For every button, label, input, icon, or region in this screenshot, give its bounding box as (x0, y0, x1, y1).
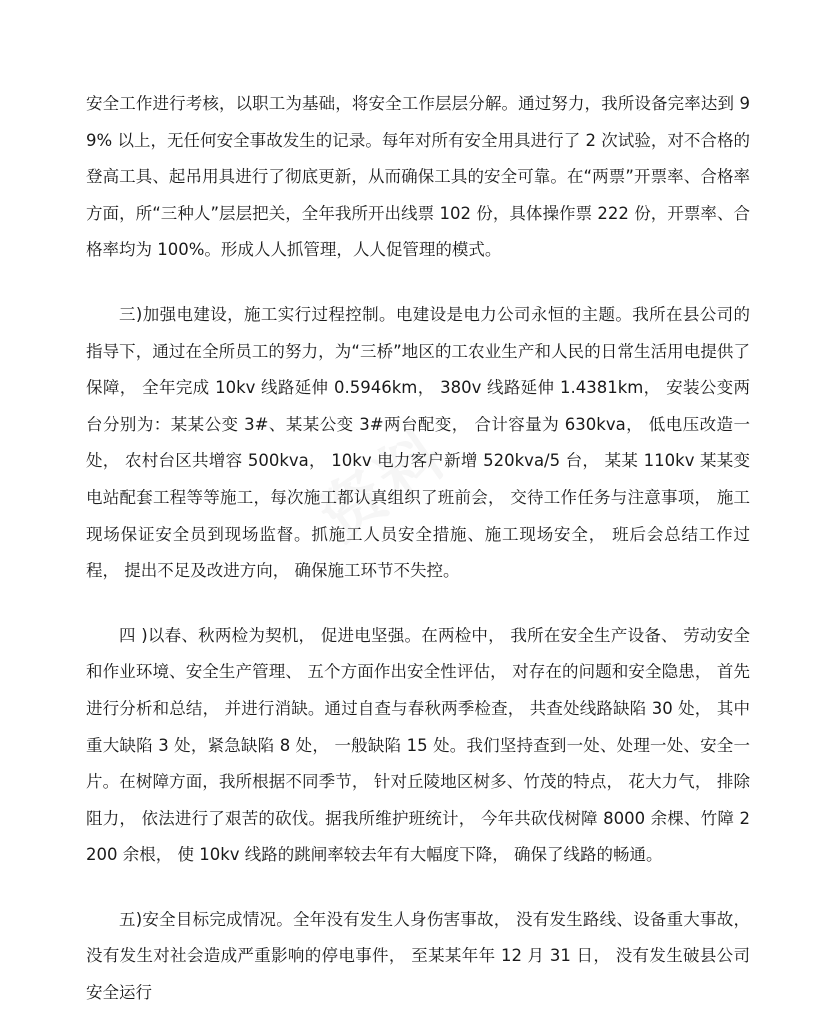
paragraph-safety-targets: 五)安全目标完成情况。全年没有发生人身伤害事故， 没有发生路线、设备重大事故， 没有发生对社会造成严重影响的停电事件， 至某某年年 12 月 31 日， 没有发生破县公司安全运行 (86, 909, 750, 1003)
paragraph-seasonal-inspection: 四 )以春、秋两检为契机， 促进电坚强。在两检中， 我所在安全生产设备、 劳动安全和作业环境、安全生产管理、 五个方面作出安全性评估， 对存在的问题和安全隐患， 首先进行分析和总结， 并进行消缺。通过自查与春秋两季检查， 共查处线路缺陷 30 处， 其中重大缺陷 3 处，紧急缺陷 8 处， 一般缺陷 15 处。我们坚持查到一处、处理一处、安全一片。在树障方面，我所根据不同季节， 针对丘陵地区树多、竹茂的特点， 花大力气， 排除阻力， 依法进行了艰苦的砍伐。据我所维护班统计， 今年共砍伐树障 8000 余棵、竹障 2200 余根， 使 10kv 线路的跳闸率较去年有大幅度下降， 确保了线路的畅通。 (86, 625, 750, 865)
paragraph-construction-control: 三)加强电建设，施工实行过程控制。电建设是电力公司永恒的主题。我所在县公司的指导下，通过在全所员工的努力，为“三桥”地区的工农业生产和人民的日常生活用电提供了保障， 全年完成 10kv 线路延伸 0.5946km， 380v 线路延伸 1.4381km， 安装公变两台分别为：某某公变 3#、某某公变 3#两台配变， 合计容量为 630kva， 低电压改造一处， 农村台区共增容 500kva， 10kv 电力客户新增 520kva/5 台， 某某 110kv 某某变电站配套工程等等施工，每次施工都认真组织了班前会， 交待工作任务与注意事项， 施工现场保证安全员到现场监督。抓施工人员安全措施、施工现场安全， 班后会总结工作过程， 提出不足及改进方向， 确保施工环节不失控。 (86, 304, 750, 581)
paragraph-gap (86, 269, 750, 297)
paragraph-gap (86, 590, 750, 618)
paragraph-assessment-summary: 安全工作进行考核，以职工为基础，将安全工作层层分解。通过努力，我所设备完率达到 99% 以上，无任何安全事故发生的记录。每年对所有安全用具进行了 2 次试验，对不合格的登高工具、起吊用具进行了彻底更新，从而确保工具的安全可靠。在“两票”开票率、合格率方面，所“三种人”层层把关，全年我所开出线票 102 份，具体操作票 222 份，开票率、合格率均为 100%。形成人人抓管理，人人促管理的模式。 (86, 94, 750, 260)
document-body (86, 86, 750, 1012)
paragraph-gap (86, 874, 750, 902)
